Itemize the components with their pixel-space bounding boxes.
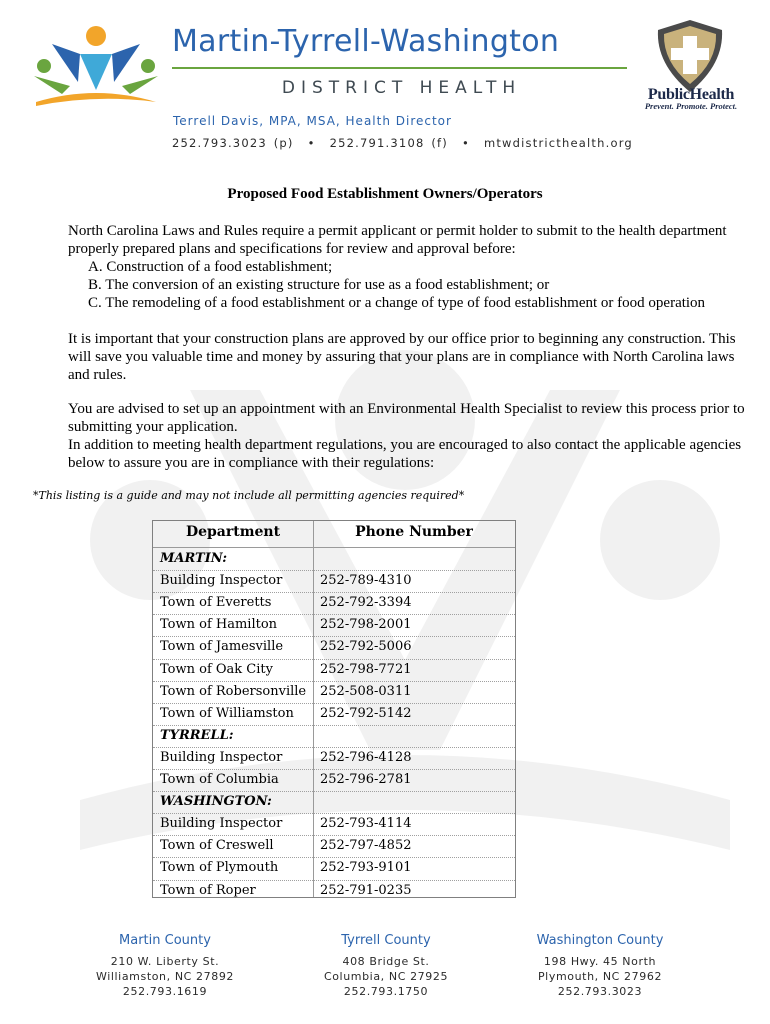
department-cell: Town of Columbia <box>160 772 279 787</box>
intro-paragraph: North Carolina Laws and Rules require a permit applicant or permit holder to submit to the health department properly prepared plans and specifications for review and approval before: <box>68 223 727 257</box>
row-divider <box>153 769 515 771</box>
phone-cell: 252-792-5142 <box>320 705 412 721</box>
office-tyrrell <box>286 933 486 999</box>
agencies-paragraph: In addition to meeting health department regulations, you are encouraged to also contact the applicable agencies below to assure you are in compliance with their regulations: <box>68 437 742 471</box>
compliance-paragraph: It is important that your construction plans are approved by our office prior to beginning any construction. This will save you valuable time and money by assuring that your plans are in compliance with North Carolina laws and rules. <box>68 331 736 383</box>
organization-name: Martin-Tyrrell-Washington <box>172 24 560 59</box>
phone-cell: 252-791-0235 <box>320 882 412 898</box>
row-divider <box>153 747 515 749</box>
listing-note: *This listing is a guide and may not include all permitting agencies required* <box>33 489 465 502</box>
health-director: Terrell Davis, MPA, MSA, Health Director <box>173 114 452 128</box>
office-street: 198 Hwy. 45 North <box>543 955 657 968</box>
office-washington <box>500 933 700 999</box>
office-phone: 252.793.1750 <box>343 985 429 998</box>
phone-cell: 252-789-4310 <box>320 573 412 589</box>
department-cell: Town of Williamston <box>160 705 294 721</box>
office-name: Tyrrell County <box>341 933 431 948</box>
office-street: 210 W. Liberty St. <box>110 955 220 968</box>
separator-dot: • <box>461 136 470 150</box>
website-link[interactable]: mtwdistricthealth.org <box>483 136 633 150</box>
phone-number: 252.793.3023 (p) <box>172 136 294 150</box>
appointment-section <box>68 400 758 472</box>
district-health-logo-icon <box>30 24 162 108</box>
organization-subtitle: DISTRICT HEALTH <box>281 78 522 98</box>
department-cell: Building Inspector <box>160 749 283 765</box>
office-phone: 252.793.3023 <box>557 985 643 998</box>
separator-dot: • <box>307 136 316 150</box>
row-divider <box>153 857 515 859</box>
department-cell: Town of Roper <box>160 882 256 898</box>
phone-cell: 252-792-3394 <box>320 595 412 611</box>
department-cell: Town of Everetts <box>160 595 272 611</box>
office-city: Williamston, NC 27892 <box>95 970 235 983</box>
agency-table <box>152 520 516 898</box>
public-health-tagline: Prevent. Promote. Protect. <box>644 101 738 111</box>
row-divider <box>153 592 515 594</box>
row-divider <box>153 835 515 837</box>
header-divider <box>172 67 627 69</box>
phone-cell: 252-508-0311 <box>320 683 412 699</box>
phone-cell: 252-792-5006 <box>320 639 412 655</box>
row-divider <box>153 681 515 683</box>
department-cell: Building Inspector <box>160 816 283 832</box>
phone-cell: 252-796-4128 <box>320 749 412 765</box>
department-cell: Town of Creswell <box>160 838 274 854</box>
office-city: Plymouth, NC 27962 <box>537 970 663 983</box>
office-street: 408 Bridge St. <box>342 955 430 968</box>
list-item: B. The conversion of an existing structure for use as a food establishment; or <box>88 277 550 293</box>
county-name: MARTIN: <box>160 551 228 566</box>
phone-cell: 252-793-4114 <box>320 816 412 832</box>
fax-number: 252.791.3108 (f) <box>329 136 448 150</box>
appointment-paragraph: You are advised to set up an appointment with an Environmental Health Specialist to review this process prior to submitting your application. <box>68 401 745 435</box>
list-item: A. Construction of a food establishment; <box>88 259 333 275</box>
row-divider <box>153 880 515 882</box>
row-divider <box>153 659 515 661</box>
row-divider <box>153 614 515 616</box>
department-cell: Town of Jamesville <box>160 639 284 655</box>
phone-cell: 252-793-9101 <box>320 860 412 876</box>
phone-cell: 252-797-4852 <box>320 838 412 854</box>
row-divider <box>153 570 515 572</box>
column-header-department: Department <box>185 524 281 540</box>
column-header-phone: Phone Number <box>355 524 473 540</box>
county-name: TYRRELL: <box>160 727 234 743</box>
office-martin <box>65 933 265 999</box>
department-cell: Building Inspector <box>160 573 283 589</box>
row-divider <box>153 813 515 815</box>
phone-cell: 252-798-7721 <box>320 661 412 677</box>
row-divider <box>153 725 515 727</box>
row-divider <box>153 636 515 638</box>
contact-line <box>172 136 633 150</box>
department-cell: Town of Hamilton <box>160 617 278 633</box>
row-divider <box>153 791 515 793</box>
header-rule <box>153 547 515 548</box>
office-name: Washington County <box>536 933 664 948</box>
department-cell: Town of Oak City <box>160 661 273 677</box>
document-title: Proposed Food Establishment Owners/Operators <box>227 186 543 202</box>
department-cell: Town of Plymouth <box>160 860 279 876</box>
row-divider <box>153 703 515 705</box>
office-name: Martin County <box>119 933 211 948</box>
intro-section <box>68 222 758 312</box>
list-item: C. The remodeling of a food establishment or a change of type of food establishment or food operation <box>88 295 706 311</box>
phone-cell: 252-798-2001 <box>320 617 412 633</box>
department-cell: Town of Robersonville <box>160 683 307 699</box>
phone-cell: 252-796-2781 <box>320 772 412 787</box>
office-city: Columbia, NC 27925 <box>323 970 449 983</box>
office-phone: 252.793.1619 <box>122 985 208 998</box>
table-row <box>153 883 515 905</box>
county-name: WASHINGTON: <box>160 794 272 810</box>
public-health-label: PublicHealth <box>647 86 735 103</box>
